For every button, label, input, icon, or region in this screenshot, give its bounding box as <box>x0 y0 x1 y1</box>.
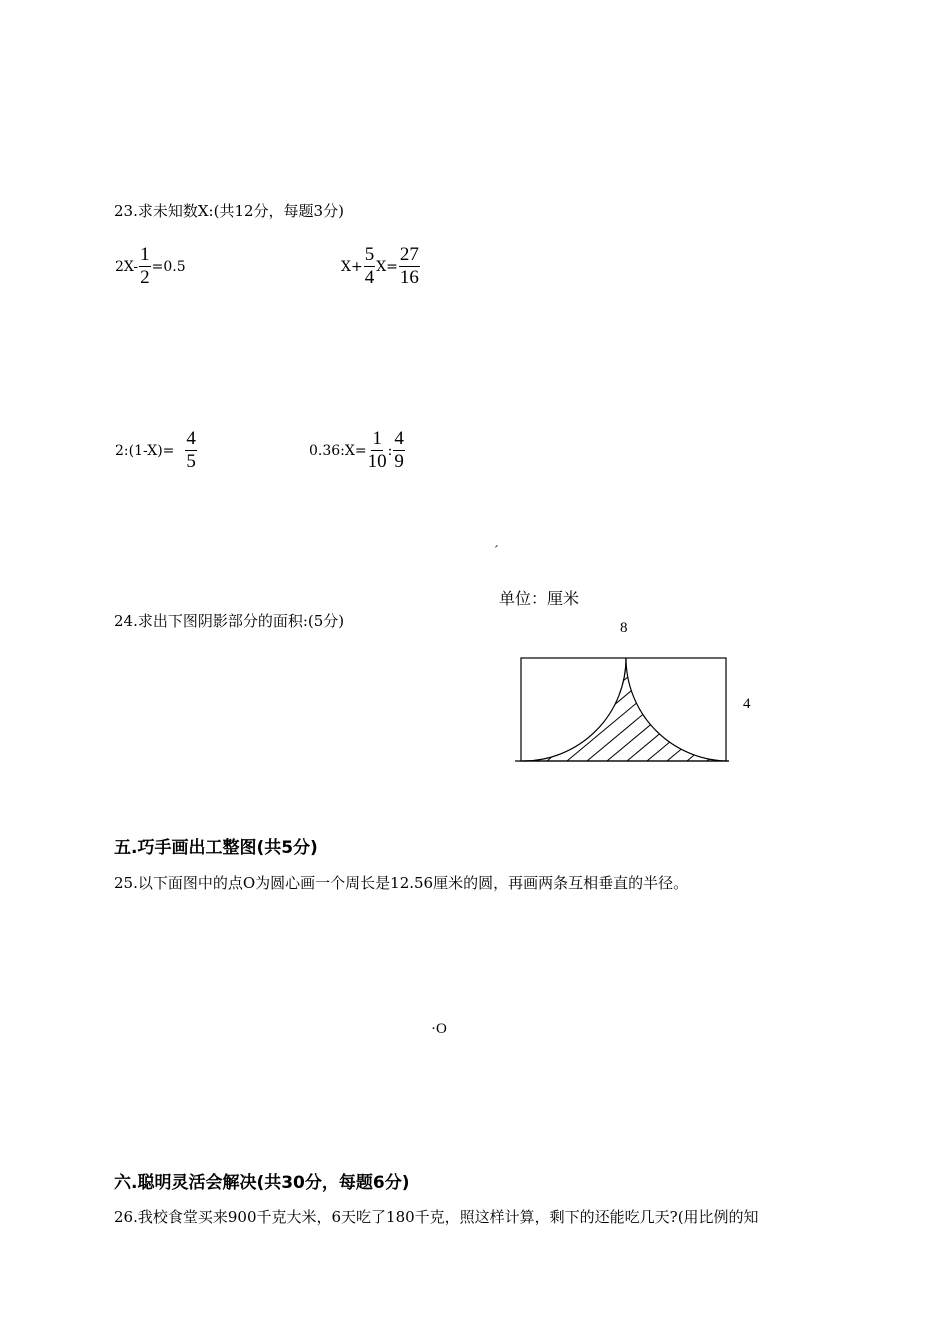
eq1-pre: 2X- <box>115 258 139 275</box>
eq4-denominator-1: 10 <box>367 451 387 472</box>
eq1-fraction <box>139 244 151 289</box>
q26-text: 26.我校食堂买来900千克大米，6天吃了180千克，照这样计算，剩下的还能吃几天?(用比例的知 <box>114 1208 759 1226</box>
eq2-mid: X= <box>376 258 398 275</box>
eq1-numerator: 1 <box>140 244 150 265</box>
eq3-pre: 2:(1-X)= <box>115 442 175 459</box>
section-6-title: 六.聪明灵活会解决(共30分，每题6分) <box>114 1173 410 1193</box>
eq4-numerator-1: 1 <box>372 428 382 449</box>
eq2-fraction-2 <box>399 244 420 289</box>
q24-title: 24.求出下图阴影部分的面积:(5分) <box>114 612 345 630</box>
equation-2 <box>340 244 420 289</box>
eq1-post: =0.5 <box>151 258 186 275</box>
eq2-pre: X+ <box>341 258 363 275</box>
rectangle-outline <box>521 658 726 761</box>
eq4-pre: 0.36:X= <box>309 442 367 459</box>
width-label: 8 <box>620 620 628 636</box>
eq2-fraction-1 <box>364 244 376 289</box>
eq2-numerator-2: 27 <box>399 244 419 265</box>
eq4-denominator-2: 9 <box>394 451 404 472</box>
q25-text: 25.以下面图中的点O为圆心画一个周长是12.56厘米的圆，再画两条互相垂直的半径。 <box>114 874 689 892</box>
eq3-numerator: 4 <box>186 428 196 449</box>
section-5-title: 五.巧手画出工整图(共5分) <box>114 838 318 858</box>
eq2-numerator-1: 5 <box>364 244 375 265</box>
eq4-fraction-1 <box>368 428 387 473</box>
left-arc <box>523 658 626 761</box>
eq4-colon: : <box>387 442 393 459</box>
eq2-denominator-2: 16 <box>399 267 419 288</box>
stray-mark: ˊ <box>494 544 499 559</box>
equation-1 <box>114 244 187 289</box>
eq4-numerator-2: 4 <box>394 428 404 449</box>
center-point-o: ·O <box>431 1021 447 1037</box>
shaded-area-figure <box>515 650 735 766</box>
q23-title: 23.求未知数X:(共12分，每题3分) <box>114 202 344 220</box>
eq3-denominator: 5 <box>186 451 196 472</box>
hatch-lines <box>515 671 735 766</box>
eq1-denominator: 2 <box>140 267 150 288</box>
eq3-fraction <box>185 428 197 473</box>
eq2-denominator-1: 4 <box>364 267 375 288</box>
equation-3 <box>114 428 197 473</box>
unit-label: 单位：厘米 <box>499 591 580 608</box>
height-label: 4 <box>743 696 751 712</box>
eq4-fraction-2 <box>393 428 405 473</box>
equation-4 <box>308 428 405 473</box>
right-arc <box>626 658 729 761</box>
